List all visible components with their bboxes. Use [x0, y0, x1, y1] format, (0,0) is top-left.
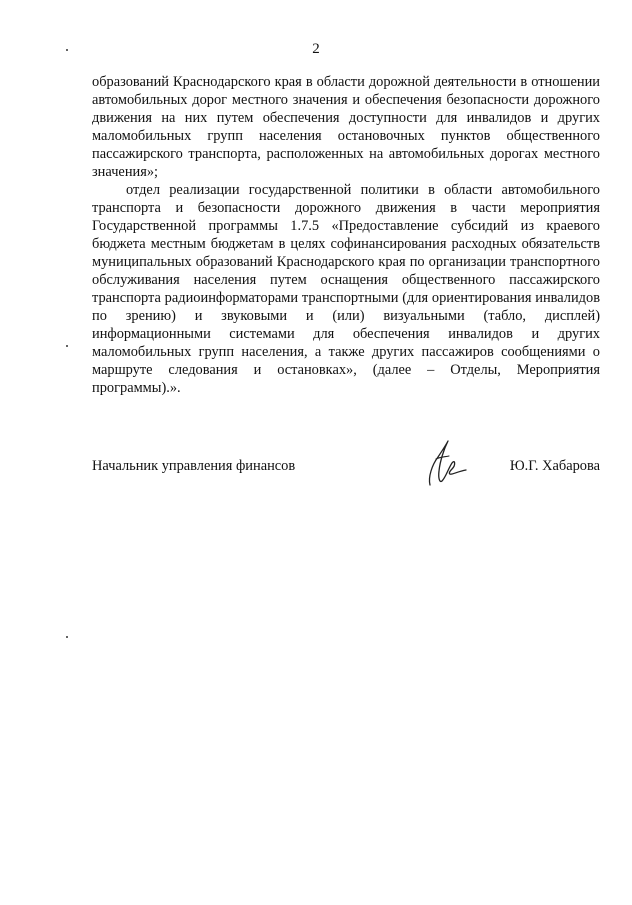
scan-artifact-dot — [66, 636, 68, 638]
signatory-position: Начальник управления финансов — [92, 458, 296, 474]
scan-artifact-dot — [66, 345, 68, 347]
signature-block — [92, 457, 600, 497]
page-number: 2 — [312, 41, 320, 57]
document-body — [92, 73, 600, 397]
signatory-name: Ю.Г. Хабарова — [509, 458, 600, 474]
handwritten-signature — [422, 437, 472, 493]
paragraph-continuation: образований Краснодарского края в области дорожной деятельности в отношении автомобильных дорог местного значения и обеспечения безопасности дорожного движения на них путем обеспечения доступности для инвалидов и других маломобильных групп населения остановочных пунктов общественного пассажирского транспорта, расположенных на автомобильных дорогах местного значения»; — [92, 74, 600, 180]
paragraph-department: отдел реализации государственной политики в области автомобильного транспорта и безопасности дорожного движения в части мероприятия Государственной программы 1.7.5 «Предоставление субсидий из краевого бюджета местным бюджетам в целях софинансирования расходных обязательств муниципальных образований Краснодарского края по организации транспортного обслуживания населения путем оснащения общественного пассажирского транспорта радиоинформаторами транспортными (для ориентирования инвалидов по зрению) и звуковыми и (или) визуальными (табло, дисплей) информационными системами для обеспечения инвалидов и других маломобильных групп населения, а также других пассажиров сообщениями о маршруте следования и остановках», (далее – Отделы, Мероприятия программы).». — [92, 182, 600, 396]
